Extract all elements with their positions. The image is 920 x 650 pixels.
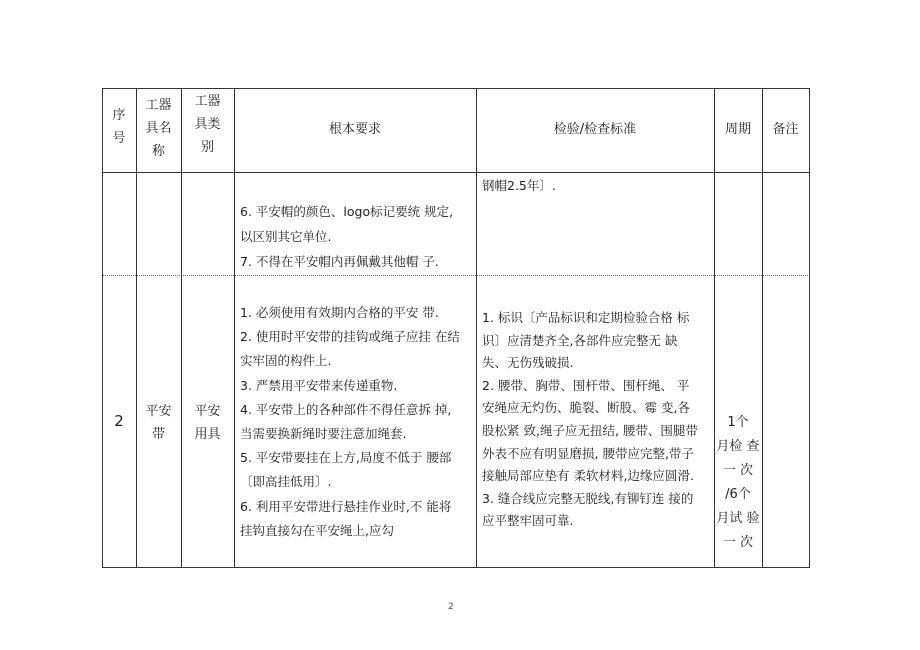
- inspection-standard-list: [482, 307, 698, 533]
- list-item: 1. 标识〔产品标识和定期检验合格 标: [482, 310, 690, 325]
- tool-category: 平安 用具: [194, 404, 221, 442]
- list-item: 安绳应无灼伤、脆裂、断股、霉 变,各: [482, 400, 690, 416]
- list-item: 4. 平安带上的各种部件不得任意拆 掉,: [240, 401, 452, 417]
- list-item: 6. 利用平安带进行悬挂作业时,不 能将: [240, 498, 452, 514]
- list-item: 挂钩直接勾在平安绳上,应勾: [240, 522, 394, 538]
- list-item: 5. 平安带要挂在上方,局度不低于 腰部: [240, 450, 452, 466]
- header-remarks: 备注: [772, 122, 799, 137]
- header-inspection-standard: 检验/检查标准: [553, 122, 637, 137]
- page-number: 2: [448, 602, 454, 612]
- row-number: 2: [114, 412, 124, 430]
- header-serial-number: 序 号: [112, 108, 126, 146]
- list-item: 1. 必须使用有效期内合格的平安 带.: [240, 305, 439, 320]
- list-item: 股松紧 致,绳子应无扭结, 腰带、围腿带: [482, 422, 698, 438]
- header-cycle: 周期: [724, 122, 751, 137]
- table-top-border: [102, 88, 810, 89]
- inspection-cycle: 1个 月检 查 一 次 /6个 月试 验 一 次: [716, 415, 760, 550]
- col-divider: [234, 88, 235, 568]
- continuation-requirements: 6. 平安帽的颜色、logo标记要统 规定, 以区别其它单位. 7. 不得在平安帽内再佩戴其他帽 子.: [240, 204, 454, 269]
- header-tool-name: 工器 具名 称: [145, 98, 172, 159]
- list-item: 当需要换新绳时要注意加绳套.: [240, 426, 407, 442]
- list-item: 2. 使用时平安带的挂钩或绳子应挂 在结: [240, 329, 460, 345]
- row-divider: [102, 275, 810, 276]
- col-divider: [476, 88, 477, 568]
- list-item: 外表不应有明显磨损, 腰带应完整,带子: [482, 445, 694, 461]
- list-item: 3. 缝合线应完整无脱线,有铆钉连 接的: [482, 490, 694, 506]
- table-left-border: [102, 88, 103, 568]
- list-item: 失、无伤残破损.: [482, 355, 574, 371]
- list-item: 〔即高挂低用〕.: [240, 474, 332, 490]
- table-right-border: [809, 88, 810, 568]
- list-item: 3. 严禁用平安带来传递重物.: [240, 377, 398, 393]
- list-item: 识〕应清楚齐全,各部件应完整无 缺: [482, 332, 678, 348]
- list-item: 实牢固的构件上.: [240, 353, 332, 369]
- tool-name: 平安 带: [145, 404, 172, 442]
- inspection-table: [102, 88, 810, 568]
- list-item: 应平整牢固可靠.: [482, 513, 574, 529]
- requirements-list: [240, 301, 460, 543]
- list-item: 接触局部应垫有 柔软材料,边缘应圆滑.: [482, 468, 694, 484]
- col-divider: [762, 88, 763, 568]
- continuation-standard: 钢帽2.5年〕.: [482, 178, 556, 193]
- list-item: 2. 腰带、胸带、围杆带、围杆绳、 平: [482, 377, 690, 393]
- header-bottom-border: [102, 172, 810, 173]
- table-bottom-border: [102, 567, 810, 568]
- col-divider: [181, 88, 182, 568]
- header-basic-requirements: 根本要求: [328, 122, 381, 137]
- header-tool-category: 工器 具类 别: [194, 94, 221, 155]
